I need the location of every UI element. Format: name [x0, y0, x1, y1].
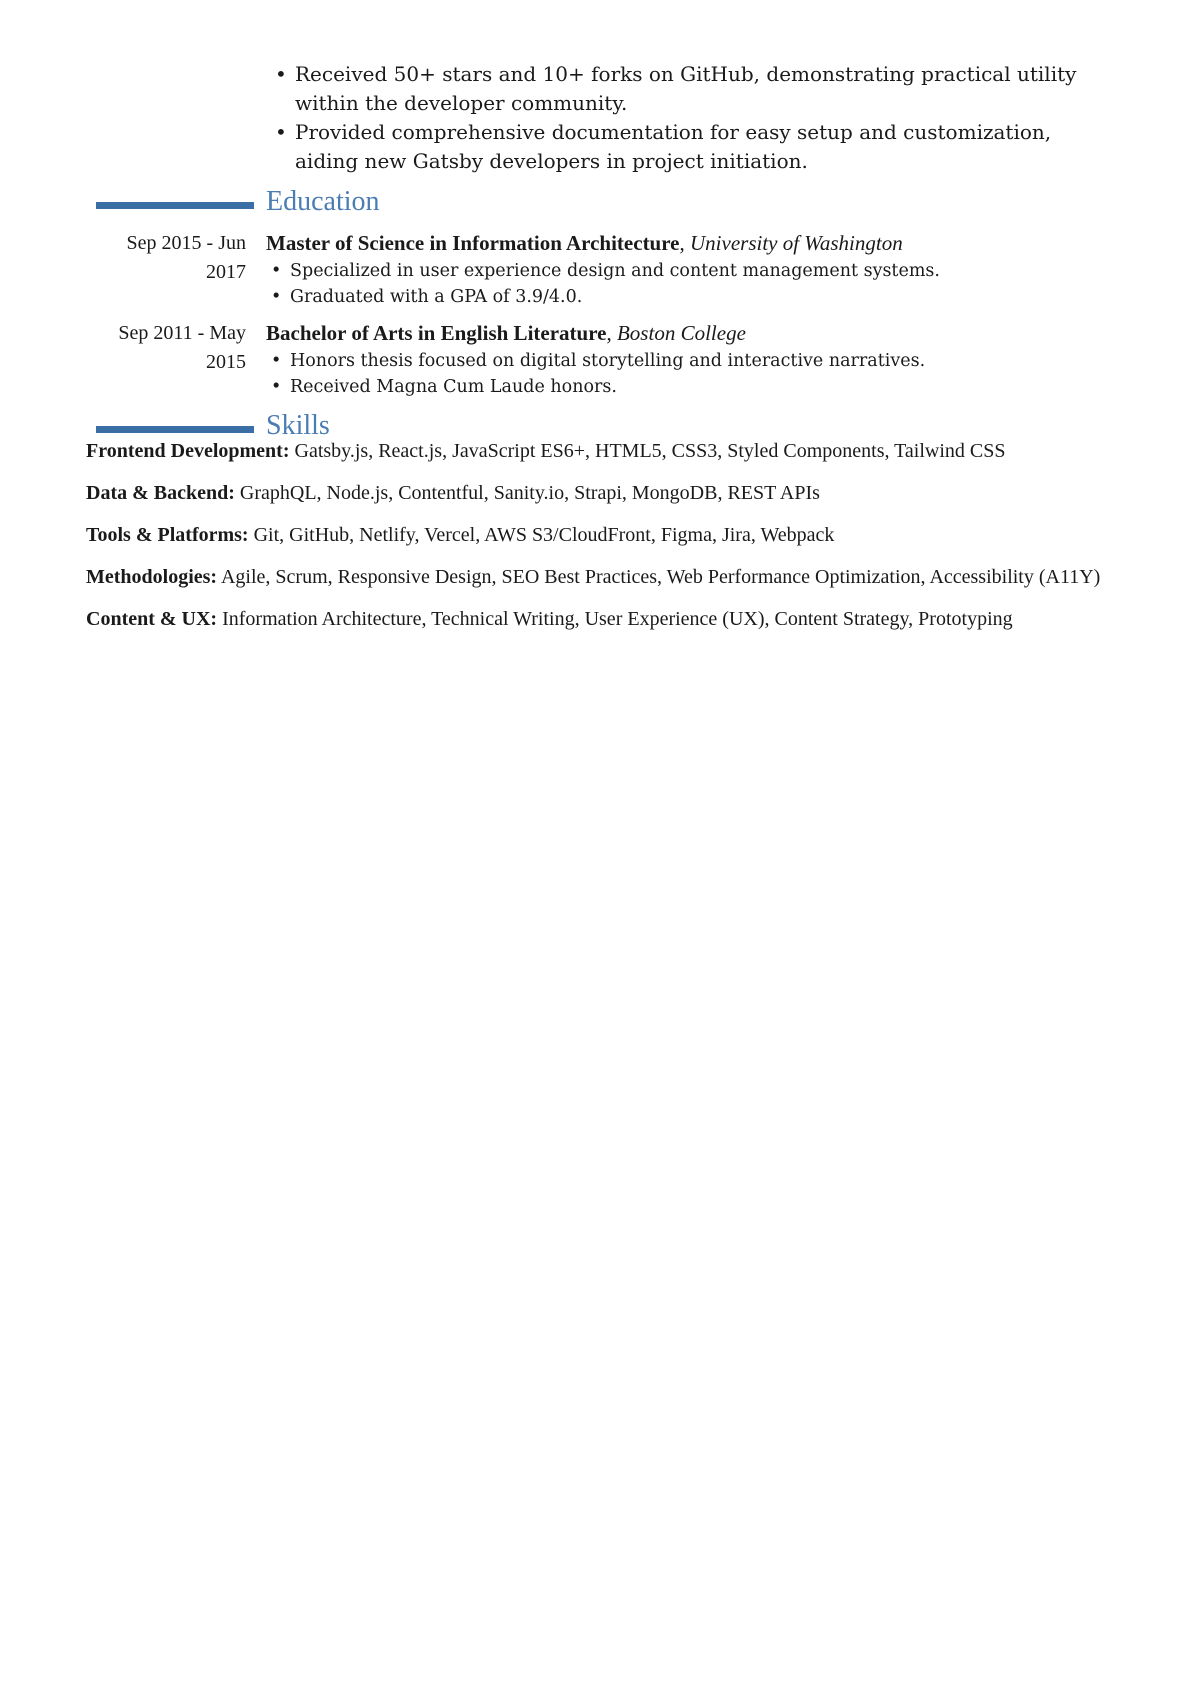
project-bullet-text: Received 50+ stars and 10+ forks on GitHub, demonstrating practical utility within the developer community.	[295, 62, 1077, 115]
education-bullet	[266, 374, 1106, 400]
skill-value: Information Architecture, Technical Writing, User Experience (UX), Content Strategy, Prototyping	[217, 608, 1013, 630]
education-bullets	[266, 258, 1106, 310]
section-rule	[96, 426, 254, 433]
project-bullets	[269, 60, 1089, 176]
education-bullet	[266, 284, 1106, 310]
skill-value: GraphQL, Node.js, Contentful, Sanity.io, Strapi, MongoDB, REST APIs	[234, 482, 820, 504]
education-bullet	[266, 258, 1106, 284]
school-name: Boston College	[616, 321, 746, 345]
skill-label: Content & UX:	[86, 608, 218, 630]
skill-row	[86, 563, 1116, 592]
education-bullet	[266, 348, 1106, 374]
project-bullet	[269, 118, 1089, 176]
school-name: University of Washington	[690, 231, 903, 255]
skill-value: Git, GitHub, Netlify, Vercel, AWS S3/CloudFront, Figma, Jira, Webpack	[248, 524, 835, 546]
education-bullet-text: Received Magna Cum Laude honors.	[290, 377, 617, 397]
bullet-icon: •	[275, 120, 287, 144]
education-bullets	[266, 348, 1106, 400]
bullet-icon: •	[271, 351, 282, 371]
skills-title: Skills	[266, 410, 330, 441]
skill-row	[86, 437, 1116, 466]
section-rule	[96, 202, 254, 209]
education-date: Sep 2011 - May 2015	[118, 322, 246, 373]
skill-label: Methodologies:	[86, 566, 218, 588]
education-bullet-text: Specialized in user experience design and content management systems.	[290, 261, 940, 281]
skills-list	[86, 437, 1116, 647]
project-bullet-text: Provided comprehensive documentation for easy setup and customization, aiding new Gatsby developers in project initiation.	[295, 120, 1052, 173]
degree-separator: ,	[606, 321, 617, 345]
bullet-icon: •	[271, 287, 282, 307]
education-bullet-text: Graduated with a GPA of 3.9/4.0.	[290, 287, 583, 307]
education-section-header	[96, 185, 796, 221]
education-bullet-text: Honors thesis focused on digital storytelling and interactive narratives.	[290, 351, 926, 371]
project-bullet	[269, 60, 1089, 118]
education-title: Education	[266, 186, 380, 217]
skill-row	[86, 605, 1116, 634]
education-details	[266, 319, 1106, 400]
skill-value: Gatsby.js, React.js, JavaScript ES6+, HTML5, CSS3, Styled Components, Tailwind CSS	[289, 440, 1006, 462]
degree-separator: ,	[679, 231, 690, 255]
bullet-icon: •	[271, 377, 282, 397]
education-details	[266, 229, 1106, 310]
skill-value: Agile, Scrum, Responsive Design, SEO Best Practices, Web Performance Optimization, Accessibility (A11Y)	[217, 566, 1101, 588]
skill-row	[86, 521, 1116, 550]
skill-label: Data & Backend:	[86, 482, 235, 504]
skill-label: Frontend Development:	[86, 440, 290, 462]
bullet-icon: •	[275, 62, 287, 86]
degree-name: Bachelor of Arts in English Literature	[266, 321, 607, 345]
degree-name: Master of Science in Information Architecture	[266, 231, 680, 255]
skill-label: Tools & Platforms:	[86, 524, 249, 546]
education-date: Sep 2015 - Jun 2017	[126, 232, 246, 283]
bullet-icon: •	[271, 261, 282, 281]
skill-row	[86, 479, 1116, 508]
education-heading	[266, 319, 1106, 348]
education-heading	[266, 229, 1106, 258]
